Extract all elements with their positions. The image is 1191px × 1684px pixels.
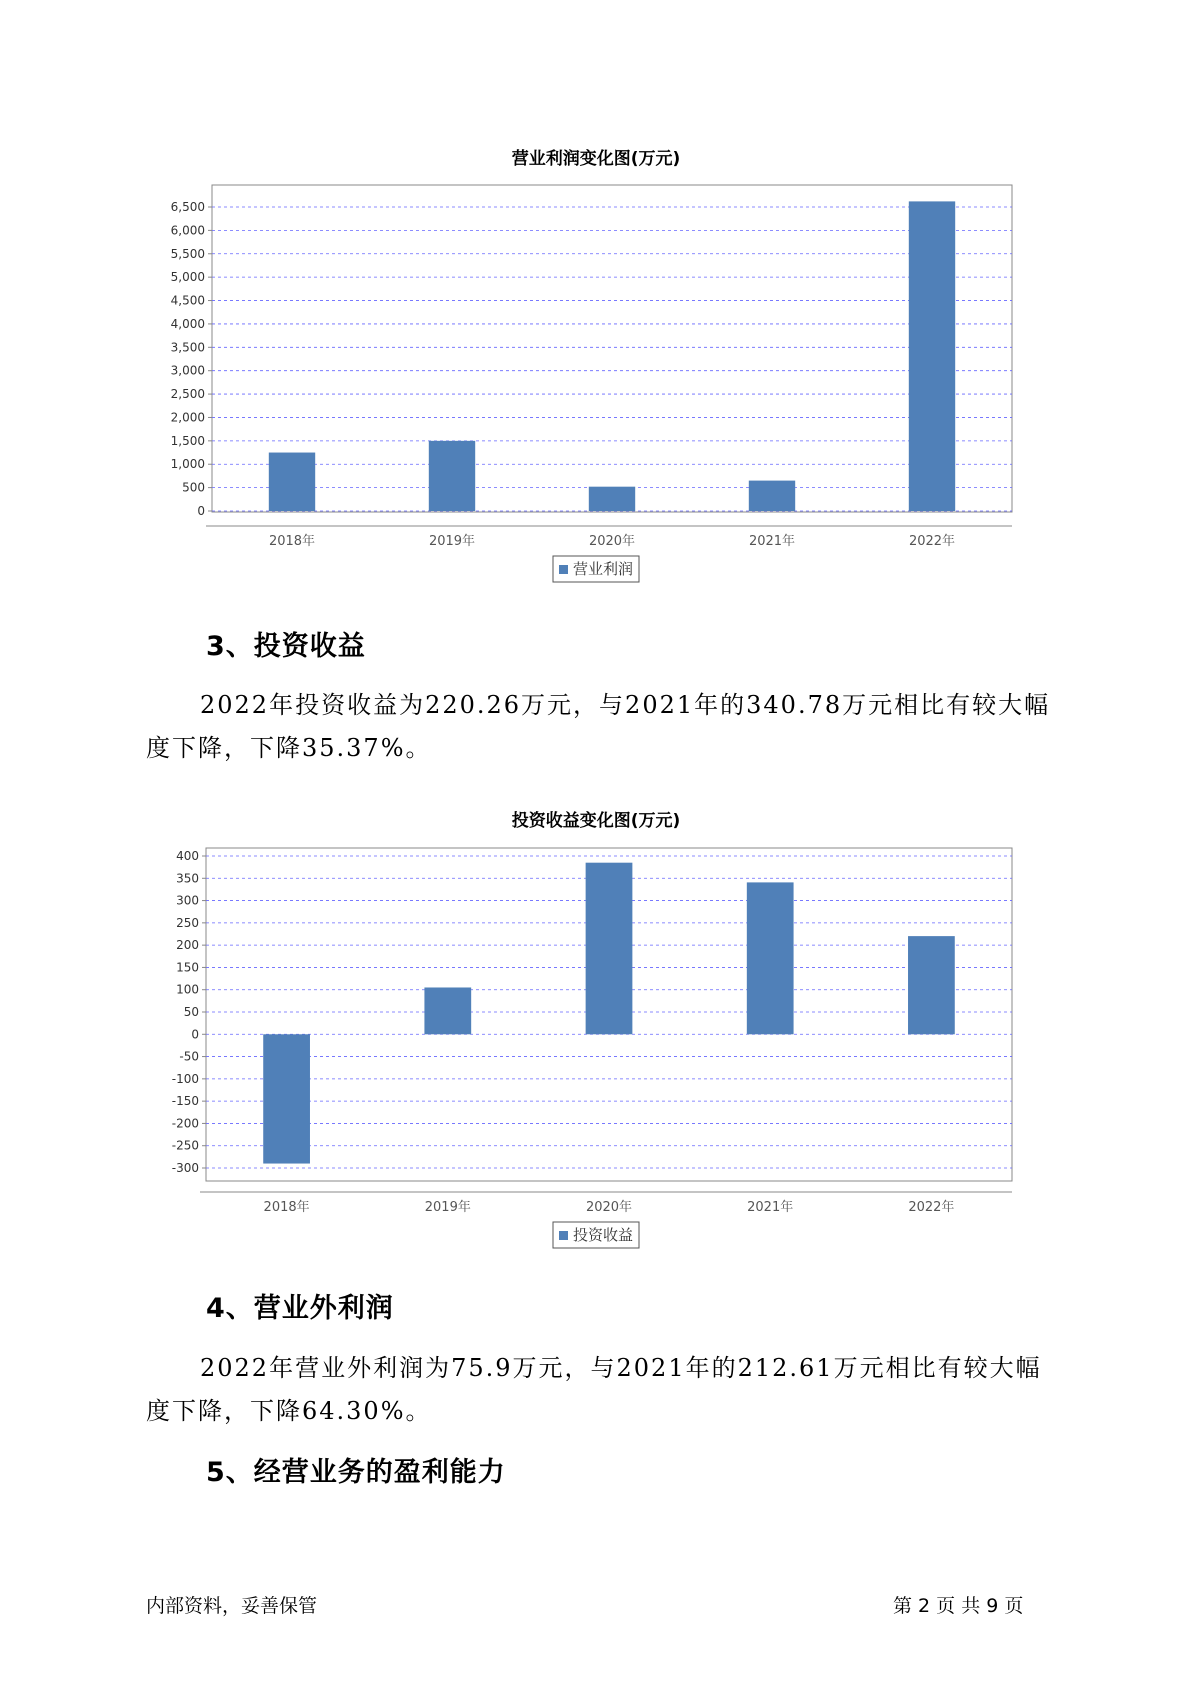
x-tick-label: 2018年	[263, 1200, 310, 1215]
y-tick-label: 0	[191, 1027, 199, 1042]
y-tick-label: 3,000	[170, 363, 205, 378]
plot-area	[212, 185, 1012, 512]
bar-2022年	[909, 201, 955, 511]
bar-2022年	[908, 936, 955, 1034]
y-tick-label: 2,500	[170, 387, 205, 402]
x-tick-label: 2022年	[908, 1200, 955, 1215]
legend-label: 投资收益	[573, 1226, 634, 1244]
footer-confidential-note: 内部资料，妥善保管	[146, 1595, 318, 1617]
bar-2020年	[586, 863, 633, 1035]
y-tick-label: 1,000	[170, 457, 205, 472]
bar-2021年	[747, 882, 794, 1034]
y-tick-label: 300	[176, 893, 199, 908]
y-tick-label: 150	[176, 960, 199, 975]
y-tick-label: 50	[183, 1005, 199, 1019]
y-tick-label: 5,500	[170, 246, 205, 261]
bar-2020年	[589, 487, 635, 511]
section4-paragraph: 2022年营业外利润为75.9万元，与2021年的212.61万元相比有较大幅度下降，下降64.30%。	[146, 1354, 1042, 1425]
y-tick-label: 200	[176, 938, 199, 953]
x-tick-label: 2021年	[748, 534, 796, 549]
y-tick-label: 1,500	[170, 433, 205, 448]
section4-heading: 4、营业外利润	[206, 1293, 394, 1324]
y-tick-label: 4,000	[170, 316, 205, 331]
y-tick-label: -100	[171, 1071, 199, 1086]
y-tick-label: 400	[176, 849, 199, 863]
operating-profit-chart	[150, 170, 1040, 590]
legend-label: 营业利润	[573, 560, 634, 578]
bar-2019年	[424, 987, 471, 1034]
chart1-title: 营业利润变化图(万元)	[511, 149, 681, 169]
y-tick-label: -250	[171, 1138, 199, 1153]
y-tick-label: 500	[182, 480, 205, 495]
section3-paragraph: 2022年投资收益为220.26万元，与2021年的340.78万元相比有较大幅度下降，下降35.37%。	[146, 691, 1051, 762]
y-tick-label: 100	[176, 982, 199, 997]
legend	[553, 1222, 639, 1248]
y-tick-label: 2,000	[170, 410, 205, 425]
y-tick-label: -200	[171, 1116, 199, 1131]
y-tick-label: 0	[197, 504, 205, 518]
x-tick-label: 2018年	[268, 534, 316, 549]
bar-2019年	[429, 441, 475, 511]
legend	[553, 556, 639, 582]
x-tick-label: 2019年	[428, 534, 476, 549]
footer-page-number: 第 2 页 共 9 页	[893, 1595, 1024, 1617]
y-tick-label: 6,000	[170, 223, 205, 238]
x-tick-label: 2020年	[588, 534, 636, 549]
section3-heading: 3、投资收益	[206, 631, 366, 662]
bar-2018年	[269, 453, 315, 511]
bar-2018年	[263, 1034, 310, 1163]
chart2-title: 投资收益变化图(万元)	[511, 811, 681, 831]
legend-swatch	[559, 1231, 568, 1240]
y-tick-label: 5,000	[170, 270, 205, 285]
y-tick-label: 250	[176, 915, 199, 930]
y-tick-label: 3,500	[170, 340, 205, 355]
y-tick-label: -150	[171, 1094, 199, 1109]
section5-heading: 5、经营业务的盈利能力	[206, 1457, 506, 1488]
y-tick-label: -50	[179, 1049, 199, 1064]
y-tick-label: 6,500	[170, 200, 205, 214]
y-tick-label: 4,500	[170, 293, 205, 308]
bar-2021年	[749, 481, 795, 511]
y-tick-label: -300	[171, 1161, 199, 1175]
x-tick-label: 2020年	[585, 1200, 633, 1215]
investment-income-chart	[150, 832, 1040, 1252]
x-tick-label: 2022年	[908, 534, 956, 549]
x-tick-label: 2021年	[747, 1200, 794, 1215]
x-tick-label: 2019年	[424, 1200, 471, 1215]
y-tick-label: 350	[176, 871, 199, 886]
legend-swatch	[559, 565, 568, 574]
